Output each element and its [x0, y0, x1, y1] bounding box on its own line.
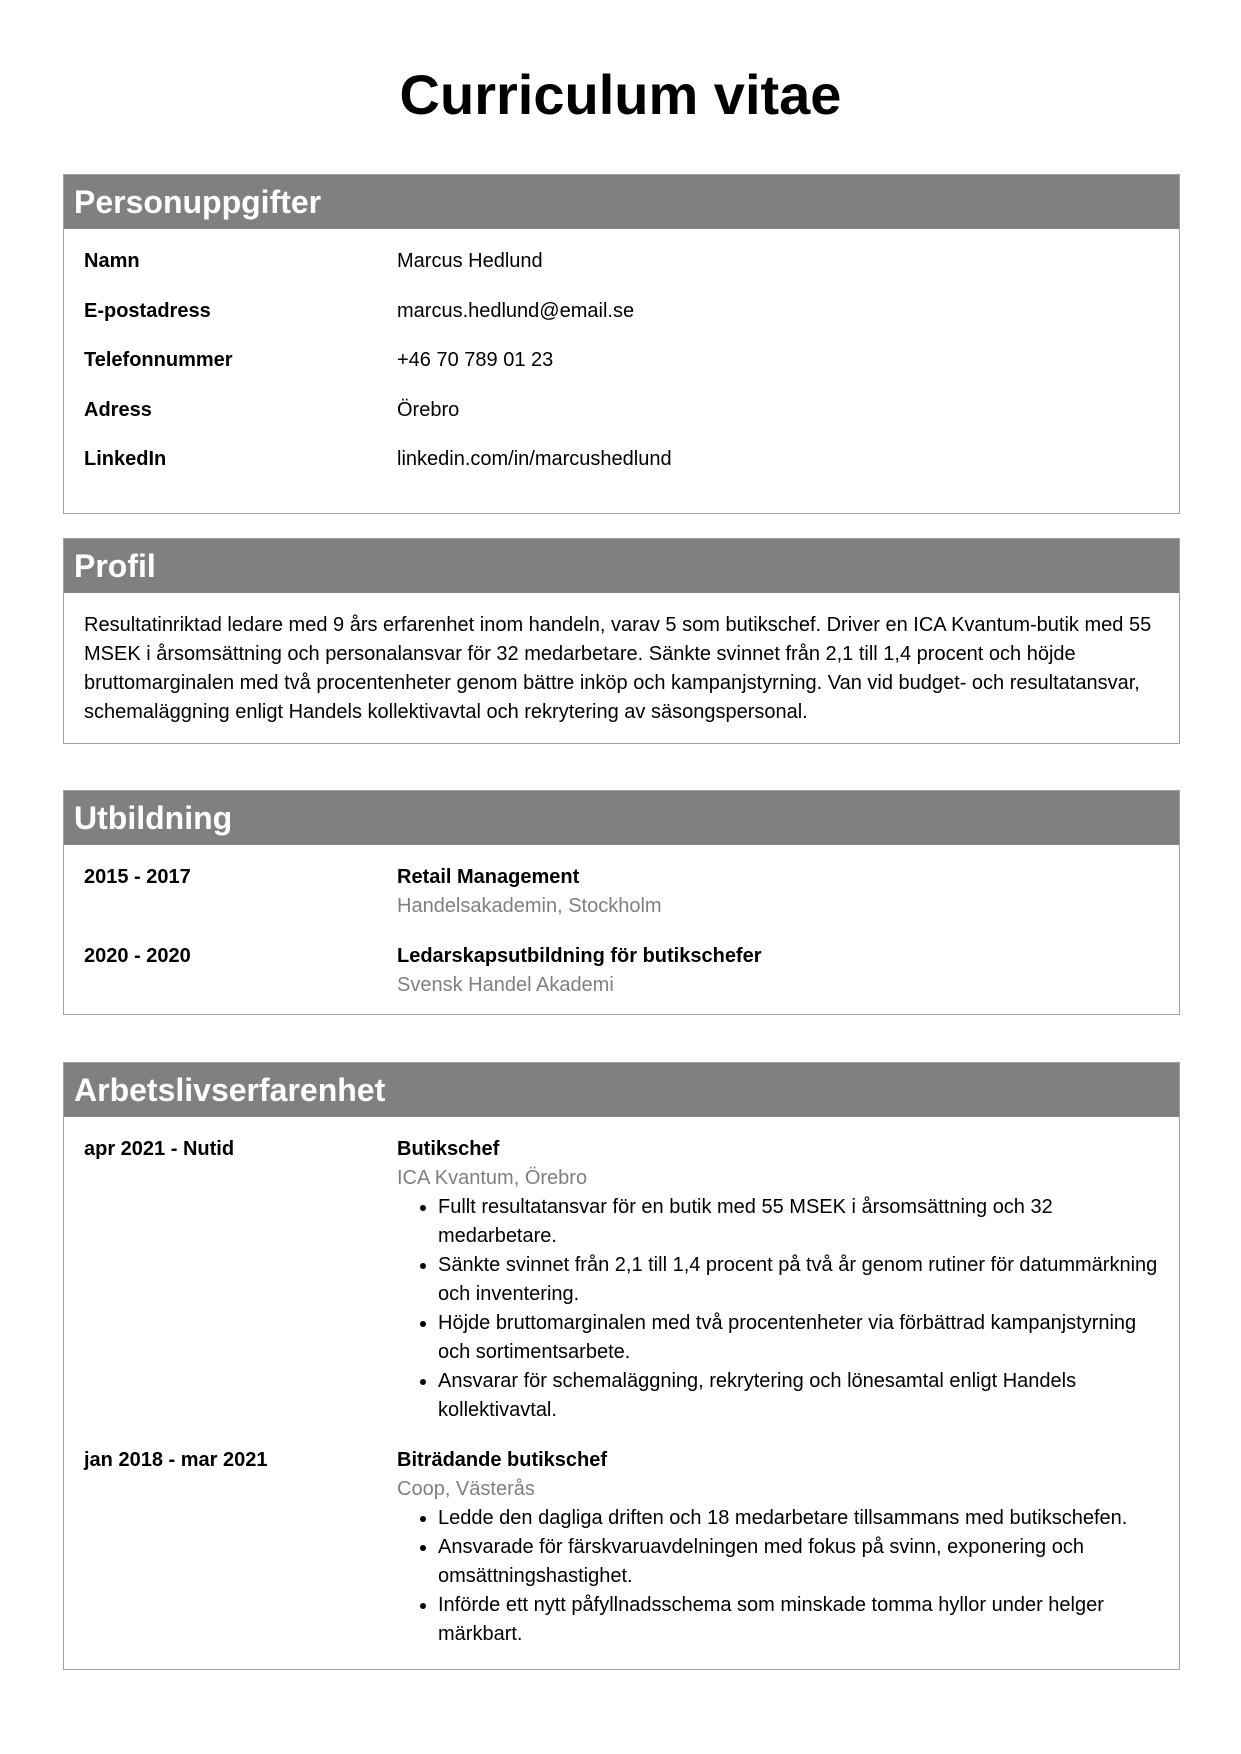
address-value: Örebro: [397, 398, 460, 421]
phone-label: Telefonnummer: [84, 349, 233, 371]
personal-row-name: [64, 247, 1179, 297]
education-entry: [64, 863, 1179, 921]
education-heading: Utbildning: [64, 791, 1179, 845]
education-period: 2020 - 2020: [84, 945, 191, 967]
education-section: [63, 790, 1180, 1015]
education-place: Svensk Handel Akademi: [397, 974, 614, 996]
work-entry: [64, 1446, 1179, 1649]
address-label: Adress: [84, 398, 152, 421]
work-bullet: • Ansvarar för schemaläggning, rekrytering och lönesamtal enligt Handels kollektivavtal.: [438, 1367, 1159, 1425]
work-heading: Arbetslivserfarenhet: [64, 1063, 1179, 1117]
profile-text: Resultatinriktad ledare med 9 års erfarenhet inom handeln, varav 5 som butikschef. Driver en ICA Kvantum-butik med 55 MSEK i årsomsättning och personalansvar för 32 medarbetare. Sänkte svinnet från 2,1 till 1,4 procent och höjde bruttomarginalen med två procentenheter genom bättre inköp och kampanjstyrning. Van vid budget- och resultatansvar, schemaläggning enligt Handels kollektivavtal och rekrytering av säsongspersonal.: [84, 614, 1152, 723]
work-period: jan 2018 - mar 2021: [84, 1449, 268, 1471]
phone-value: +46 70 789 01 23: [397, 349, 554, 371]
work-title: Butikschef: [397, 1138, 500, 1160]
personal-section: [63, 174, 1180, 514]
linkedin-label: LinkedIn: [84, 448, 167, 470]
education-body: [64, 845, 1179, 1014]
email-label: E-postadress: [84, 299, 211, 322]
work-period: apr 2021 - Nutid: [84, 1138, 235, 1160]
work-entry: [64, 1135, 1179, 1425]
work-bullet: • Införde ett nytt påfyllnadsschema som minskade tomma hyllor under helger märkbart.: [438, 1591, 1165, 1649]
work-bullet: • Sänkte svinnet från 2,1 till 1,4 procent på två år genom rutiner för datummärkning och inventering.: [438, 1251, 1159, 1309]
page-title: Curriculum vitae: [399, 63, 842, 126]
name-label: Namn: [84, 250, 140, 272]
education-period: 2015 - 2017: [84, 866, 191, 888]
work-bullet: • Höjde bruttomarginalen med två procentenheter via förbättrad kampanjstyrning och sortimentsarbete.: [438, 1309, 1159, 1367]
work-body: [64, 1117, 1179, 1669]
personal-row-address: [64, 396, 1179, 446]
education-place: Handelsakademin, Stockholm: [397, 895, 662, 917]
personal-body: [64, 229, 1179, 513]
work-bullet: • Ansvarade för färskvaruavdelningen med fokus på svinn, exponering och omsättningshastighet.: [438, 1533, 1165, 1591]
profile-heading: Profil: [64, 539, 1179, 593]
personal-row-phone: [64, 346, 1179, 396]
work-section: [63, 1062, 1180, 1670]
personal-row-email: [64, 297, 1179, 347]
name-value: Marcus Hedlund: [397, 250, 543, 272]
education-entry: [64, 942, 1179, 1000]
linkedin-value: linkedin.com/in/marcushedlund: [397, 448, 672, 470]
email-value: marcus.hedlund@email.se: [397, 299, 635, 322]
work-bullet: • Ledde den dagliga driften och 18 medarbetare tillsammans med butikschefen.: [438, 1504, 1165, 1533]
education-title: Retail Management: [397, 866, 580, 888]
education-title: Ledarskapsutbildning för butikschefer: [397, 945, 762, 967]
personal-row-linkedin: [64, 445, 1179, 495]
profile-section: [63, 538, 1180, 744]
work-bullets: [397, 1504, 1165, 1649]
work-place: Coop, Västerås: [397, 1478, 535, 1500]
work-bullets: [397, 1193, 1159, 1425]
work-bullet: • Fullt resultatansvar för en butik med 55 MSEK i årsomsättning och 32 medarbetare.: [438, 1193, 1159, 1251]
work-place: ICA Kvantum, Örebro: [397, 1167, 588, 1189]
work-title: Biträdande butikschef: [397, 1449, 608, 1471]
personal-heading: Personuppgifter: [64, 175, 1179, 229]
